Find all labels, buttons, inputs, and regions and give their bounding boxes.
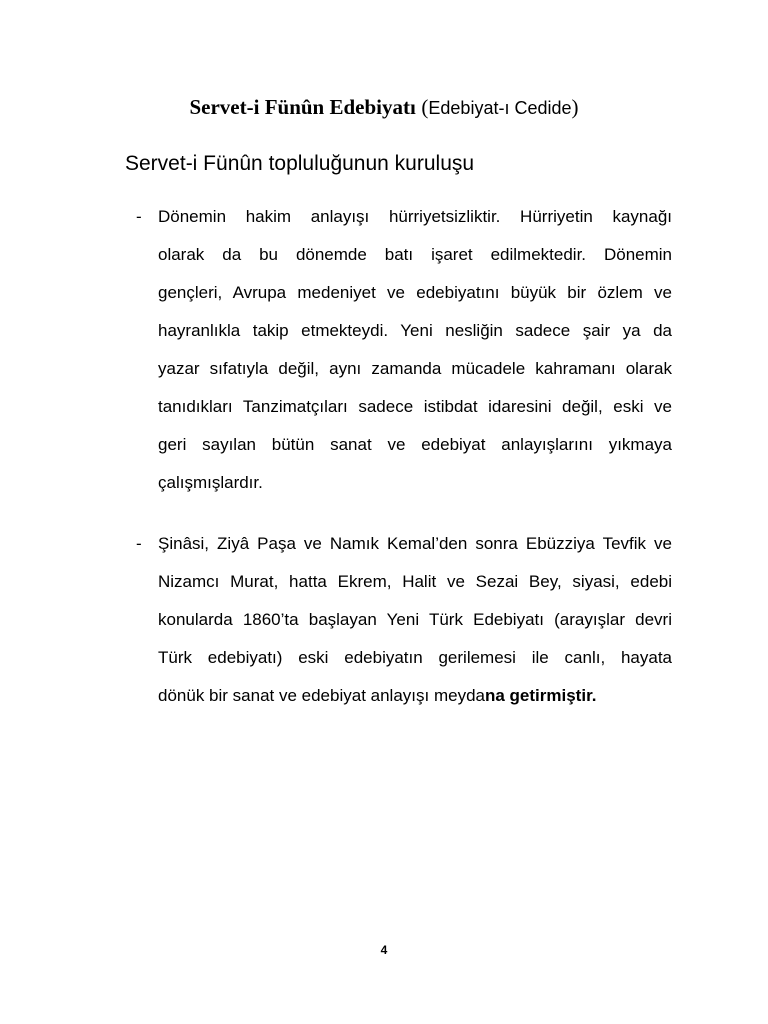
text-line: yazar sıfatıyla değil, aynı zamanda mücadele kahramanı olarak — [158, 359, 672, 378]
text-line: konularda 1860’ta başlayan Yeni Türk Edebiyatı (arayışlar devri — [158, 610, 672, 629]
text-line: geri sayılan bütün sanat ve edebiyat anlayışlarını yıkmaya — [158, 435, 672, 454]
text-line: tanıdıkları Tanzimatçıları sadece istibdat idaresini değil, eski ve — [158, 397, 672, 416]
title-paren-text: Edebiyat-ı Cedide — [428, 98, 572, 118]
title-main: Servet-i Fünûn Edebiyatı — [189, 95, 416, 119]
title-paren-open: ( — [421, 95, 429, 119]
page-number: 4 — [380, 943, 388, 957]
text-line-last — [158, 677, 672, 715]
text-line: Dönemin hakim anlayışı hürriyetsizliktir. Hürriyetin kaynağı — [158, 207, 672, 226]
bullet-text — [158, 198, 672, 502]
text-line: gençleri, Avrupa medeniyet ve edebiyatını büyük bir özlem ve — [158, 283, 672, 302]
bullet-marker: - — [136, 534, 142, 553]
bullet-marker: - — [136, 207, 142, 226]
text-bold: na getirmiştir. — [484, 686, 597, 705]
title-paren-close: ) — [571, 95, 579, 119]
text-line: hayranlıkla takip etmekteydi. Yeni nesliğin sadece şair ya da — [158, 321, 672, 340]
text-line: Nizamcı Murat, hatta Ekrem, Halit ve Sezai Bey, siyasi, edebi — [158, 572, 672, 591]
text-plain: dönük bir sanat ve edebiyat anlayışı meyda — [158, 686, 485, 705]
document-title — [0, 93, 768, 122]
text-line: Şinâsi, Ziyâ Paşa ve Namık Kemal’den sonra Ebüzziya Tevfik ve — [158, 534, 672, 553]
section-heading: Servet-i Fünûn topluluğunun kuruluşu — [125, 152, 475, 175]
bullet-text — [158, 525, 672, 715]
text-line: Türk edebiyatı) eski edebiyatın gerilemesi ile canlı, hayata — [158, 648, 672, 667]
text-line: çalışmışlardır. — [158, 473, 263, 492]
text-line: olarak da bu dönemde batı işaret edilmektedir. Dönemin — [158, 245, 672, 264]
